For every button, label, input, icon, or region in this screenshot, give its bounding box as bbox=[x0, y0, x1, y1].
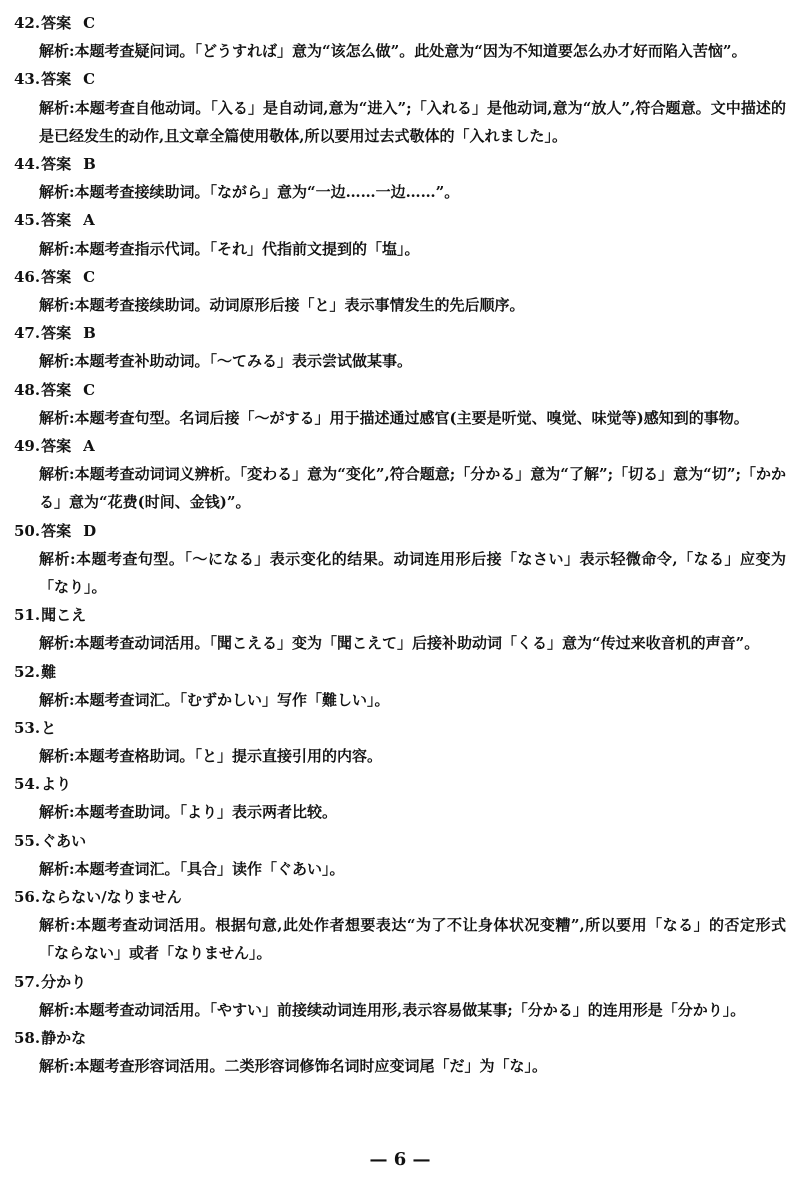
explanation-text: 本题考查词汇。「むずかしい」写作「難しい」。 bbox=[74, 690, 390, 709]
explanation-text: 本题考查格助词。「と」提示直接引用的内容。 bbox=[74, 747, 383, 766]
answer-label: 答案 bbox=[41, 324, 72, 343]
answer-label: 答案 bbox=[41, 211, 72, 230]
explanation-label: 解析: bbox=[39, 295, 75, 314]
explanation-text: 本题考查动词活用。「聞こえる」变为「聞こえて」后接补助动词「くる」意为“传过来收音机的声音”。 bbox=[74, 634, 760, 653]
explanation-text: 本题考查形容词活用。二类形容词修饰名词时应变词尾「だ」为「な」。 bbox=[74, 1057, 548, 1076]
answer-value: と bbox=[41, 718, 57, 737]
explanation-54 bbox=[14, 798, 786, 826]
explanation-text: 本题考查接续助词。「ながら」意为“一边……一边……”。 bbox=[74, 183, 460, 202]
explanation-label: 解析: bbox=[39, 859, 75, 878]
answer-value: ぐあい bbox=[41, 831, 87, 850]
explanation-label: 解析: bbox=[39, 634, 75, 653]
explanation-52 bbox=[14, 686, 786, 714]
explanation-text: 本题考查句型。名词后接「～がする」用于描述通过感官(主要是听觉、嗅觉、味觉等)感知到的事物。 bbox=[74, 408, 749, 427]
question-line-50 bbox=[14, 517, 786, 545]
explanation-label: 解析: bbox=[39, 916, 76, 935]
question-number: 45. bbox=[14, 211, 41, 230]
question-number: 43. bbox=[14, 70, 41, 89]
question-number: 55. bbox=[14, 831, 41, 850]
explanation-text: 本题考查疑问词。「どうすれば」意为“该怎么做”。此处意为“因为不知道要怎么办才好而陷入苦恼”。 bbox=[74, 42, 747, 61]
question-number: 58. bbox=[14, 1029, 41, 1048]
answer-value: 分かり bbox=[41, 972, 87, 991]
explanation-text: 本题考查词汇。「具合」读作「ぐあい」。 bbox=[74, 859, 345, 878]
explanation-46 bbox=[14, 291, 786, 319]
answer-value: より bbox=[41, 775, 72, 794]
explanation-label: 解析: bbox=[39, 42, 75, 61]
explanation-text: 本题考查动词活用。「やすい」前接续动词连用形,表示容易做某事;「分かる」的连用形是「分かり」。 bbox=[74, 1000, 746, 1019]
question-number: 52. bbox=[14, 662, 41, 681]
answer-label: 答案 bbox=[41, 154, 72, 173]
explanation-text: 本题考查自他动词。「入る」是自动词,意为“进入”;「入れる」是他动词,意为“放人”,符合题意。文中描述的是已经发生的动作,且文章全篇使用敬体,所以要用过去式敬体的「入れました」。 bbox=[39, 98, 786, 145]
question-number: 46. bbox=[14, 267, 41, 286]
explanation-label: 解析: bbox=[39, 549, 76, 568]
question-line-46 bbox=[14, 263, 786, 291]
question-number: 56. bbox=[14, 888, 41, 907]
explanation-label: 解析: bbox=[39, 98, 75, 117]
question-line-53 bbox=[14, 714, 786, 742]
question-number: 48. bbox=[14, 380, 41, 399]
question-number: 47. bbox=[14, 324, 41, 343]
answer-value: B bbox=[83, 324, 96, 343]
answer-value: ならない/なりません bbox=[41, 888, 182, 907]
explanation-label: 解析: bbox=[39, 239, 75, 258]
question-line-44 bbox=[14, 150, 786, 178]
explanation-48 bbox=[14, 404, 786, 432]
answer-value: A bbox=[83, 436, 95, 455]
explanation-56 bbox=[14, 911, 786, 967]
explanation-label: 解析: bbox=[39, 408, 75, 427]
question-line-49 bbox=[14, 432, 786, 460]
answer-value: D bbox=[83, 521, 97, 540]
answer-label: 答案 bbox=[41, 267, 72, 286]
answer-label: 答案 bbox=[41, 521, 72, 540]
question-line-42 bbox=[14, 9, 786, 37]
question-line-57 bbox=[14, 968, 786, 996]
question-line-51 bbox=[14, 601, 786, 629]
answer-label: 答案 bbox=[41, 70, 72, 89]
explanation-text: 本题考查动词活用。根据句意,此处作者想要表达“为了不让身体状况变糟”,所以要用「なる」的否定形式「ならない」或者「なりません」。 bbox=[39, 916, 786, 963]
question-line-47 bbox=[14, 319, 786, 347]
question-line-58 bbox=[14, 1024, 786, 1052]
question-line-56 bbox=[14, 883, 786, 911]
explanation-text: 本题考查补助动词。「～てみる」表示尝试做某事。 bbox=[74, 352, 413, 371]
answer-value: C bbox=[83, 267, 96, 286]
explanation-text: 本题考查接续助词。动词原形后接「と」表示事情发生的先后顺序。 bbox=[74, 295, 525, 314]
explanation-57 bbox=[14, 996, 786, 1024]
explanation-label: 解析: bbox=[39, 1057, 75, 1076]
answer-value: C bbox=[83, 14, 96, 32]
explanation-51 bbox=[14, 629, 786, 657]
answer-value: B bbox=[83, 154, 96, 173]
explanation-label: 解析: bbox=[39, 465, 75, 484]
question-line-52 bbox=[14, 658, 786, 686]
explanation-50 bbox=[14, 545, 786, 601]
explanation-45 bbox=[14, 235, 786, 263]
question-number: 44. bbox=[14, 154, 41, 173]
question-number: 51. bbox=[14, 606, 41, 625]
explanation-58 bbox=[14, 1052, 786, 1080]
explanation-label: 解析: bbox=[39, 747, 75, 766]
answer-value: C bbox=[83, 70, 96, 89]
question-number: 53. bbox=[14, 718, 41, 737]
question-line-55 bbox=[14, 827, 786, 855]
question-line-48 bbox=[14, 376, 786, 404]
explanation-42 bbox=[14, 37, 786, 65]
explanation-text: 本题考查动词词义辨析。「変わる」意为“变化”,符合题意;「分かる」意为“了解”;「切る」意为“切”;「かかる」意为“花费(时间、金钱)”。 bbox=[39, 465, 786, 512]
question-number: 49. bbox=[14, 436, 41, 455]
question-line-54 bbox=[14, 770, 786, 798]
explanation-label: 解析: bbox=[39, 352, 75, 371]
explanation-label: 解析: bbox=[39, 183, 75, 202]
question-number: 50. bbox=[14, 521, 41, 540]
explanation-label: 解析: bbox=[39, 1000, 75, 1019]
answer-value: 静かな bbox=[41, 1029, 87, 1048]
explanation-label: 解析: bbox=[39, 803, 75, 822]
page-number: — 6 — bbox=[369, 1149, 431, 1170]
explanation-49 bbox=[14, 460, 786, 516]
question-number: 54. bbox=[14, 775, 41, 794]
explanation-text: 本题考查助词。「より」表示两者比较。 bbox=[74, 803, 338, 822]
answer-value: 難 bbox=[41, 662, 57, 681]
explanation-47 bbox=[14, 347, 786, 375]
question-line-45 bbox=[14, 206, 786, 234]
explanation-55 bbox=[14, 855, 786, 883]
explanation-53 bbox=[14, 742, 786, 770]
answer-label: 答案 bbox=[41, 436, 72, 455]
explanation-text: 本题考查句型。「～になる」表示变化的结果。动词连用形后接「なさい」表示轻微命令,「なる」应变为「なり」。 bbox=[39, 549, 786, 596]
answer-value: C bbox=[83, 380, 96, 399]
explanation-label: 解析: bbox=[39, 690, 75, 709]
explanation-43 bbox=[14, 94, 786, 150]
question-line-43 bbox=[14, 65, 786, 93]
answer-value: 聞こえ bbox=[41, 606, 87, 625]
question-number: 42. bbox=[14, 14, 41, 32]
answer-list bbox=[14, 9, 786, 1080]
answer-label: 答案 bbox=[41, 14, 72, 32]
answer-value: A bbox=[83, 211, 95, 230]
question-number: 57. bbox=[14, 972, 41, 991]
explanation-44 bbox=[14, 178, 786, 206]
explanation-text: 本题考查指示代词。「それ」代指前文提到的「塩」。 bbox=[74, 239, 420, 258]
answer-label: 答案 bbox=[41, 380, 72, 399]
